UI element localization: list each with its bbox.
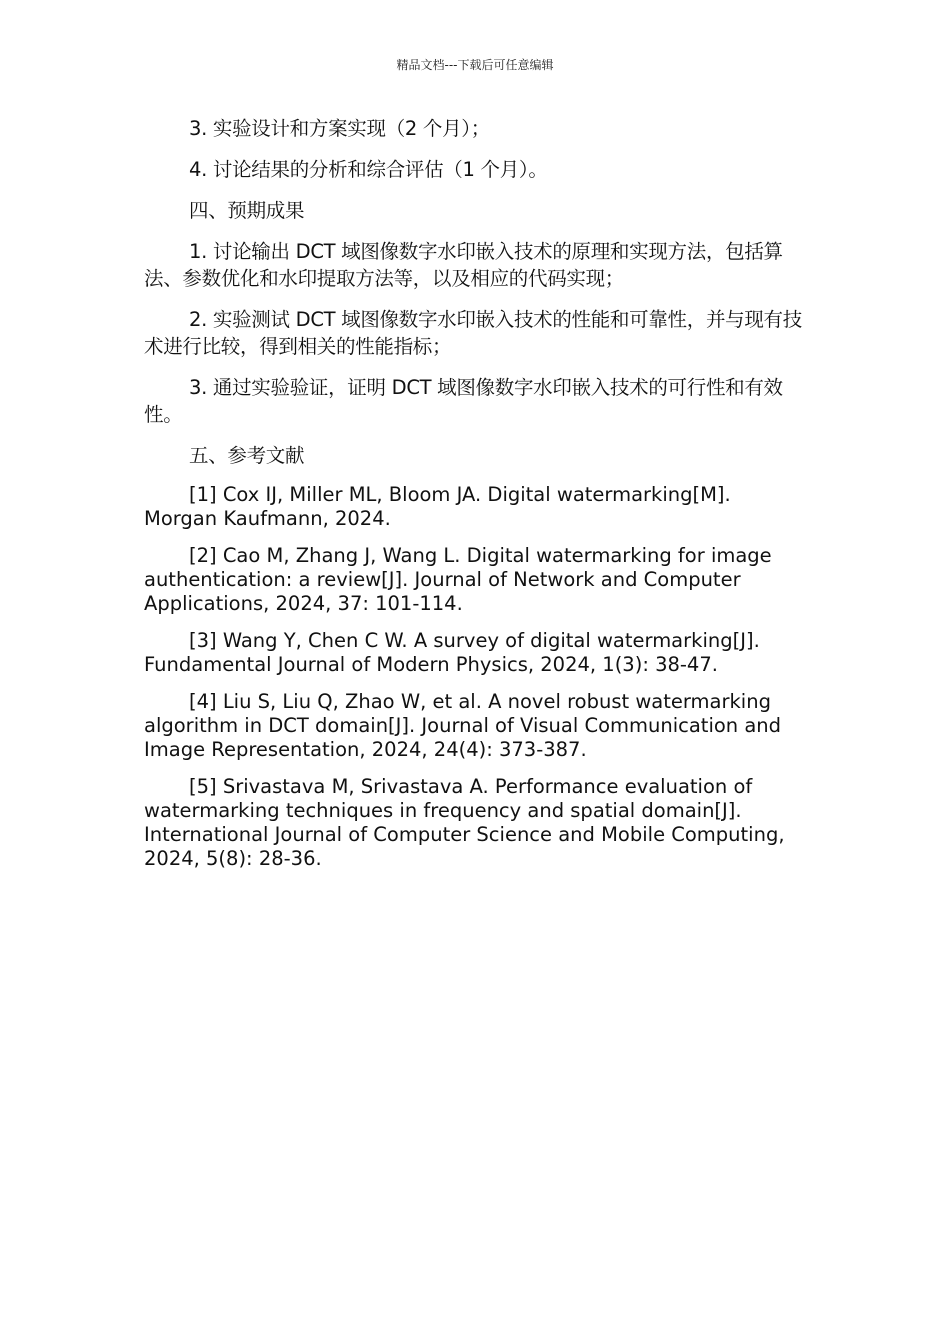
section-heading-references: 五、参考文献 — [189, 444, 305, 467]
plan-step-4: 4. 讨论结果的分析和综合评估（1 个月）。 — [189, 158, 548, 181]
reference-item: [5] Srivastava M, Srivastava A. Performance evaluation of watermarking techniques in frequency and spatial domain[J]. International Journal of Computer Science and Mobile Computing, 2024, 5(8): 28-36. — [144, 775, 785, 870]
expected-result-3: 3. 通过实验验证，证明 DCT 域图像数字水印嵌入技术的可行性和有效性。 — [144, 376, 783, 426]
page-header: 精品文档---下载后可任意编辑 — [396, 58, 554, 72]
plan-step-3: 3. 实验设计和方案实现（2 个月）； — [189, 117, 490, 140]
section-heading-expected-results: 四、预期成果 — [189, 199, 305, 222]
expected-result-2: 2. 实验测试 DCT 域图像数字水印嵌入技术的性能和可靠性，并与现有技术进行比较，得到相关的性能指标； — [144, 308, 802, 358]
expected-result-1: 1. 讨论输出 DCT 域图像数字水印嵌入技术的原理和实现方法，包括算法、参数优化和水印提取方法等，以及相应的代码实现； — [144, 240, 783, 290]
document-body — [144, 115, 808, 884]
reference-item: [3] Wang Y, Chen C W. A survey of digital watermarking[J]. Fundamental Journal of Modern Physics, 2024, 1(3): 38-47. — [144, 629, 760, 676]
reference-item: [2] Cao M, Zhang J, Wang L. Digital watermarking for image authentication: a review[J]. Journal of Network and Computer Applications, 2024, 37: 101-114. — [144, 544, 772, 615]
reference-item: [4] Liu S, Liu Q, Zhao W, et al. A novel robust watermarking algorithm in DCT domain[J]. Journal of Visual Communication and Image Representation, 2024, 24(4): 373-387. — [144, 690, 782, 761]
reference-item: [1] Cox IJ, Miller ML, Bloom JA. Digital watermarking[M]. Morgan Kaufmann, 2024. — [144, 483, 731, 530]
